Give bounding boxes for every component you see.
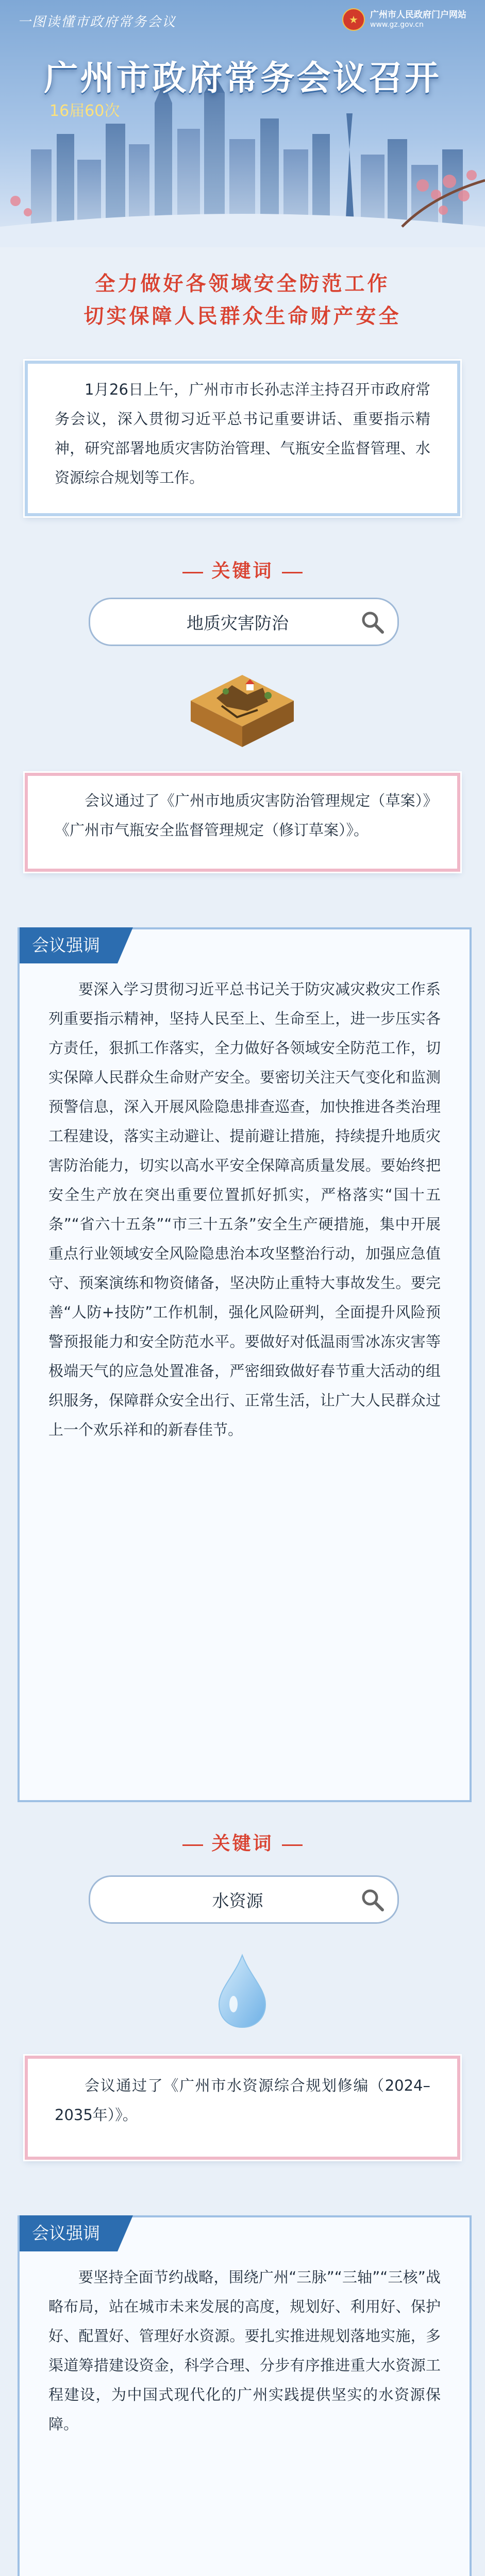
intro-box [25,361,460,516]
portal-url: www.gz.gov.cn [370,20,424,29]
intro-text: 1月26日上午，广州市市长孙志洋主持召开市政府常务会议，深入贯彻习近平总书记重要讲话、重要指示精神，研究部署地质灾害防治管理、气瓶安全监督管理、水资源综合规划等工作。 [55,381,430,486]
passed-box-2 [25,2056,460,2160]
search-icon[interactable] [354,1882,390,1918]
emphasis-box-2 [18,2215,472,2576]
header-banner [0,0,485,247]
keyword-heading-2: 关键词 [0,1829,485,1855]
keyword-1: 地质灾害防治 [187,613,289,633]
portal-brand[interactable] [342,8,466,31]
subtitle-line-2: 切实保障人民群众生命财产安全 [83,304,402,328]
slogan: 一图读懂市政府常务会议 [18,14,177,30]
keyword-search-bar-1[interactable] [89,598,399,646]
emphasis-label-1: 会议强调 [20,927,118,963]
top-bar [0,0,485,42]
keyword-heading-1: 关键词 [0,556,485,583]
emblem-icon: ★ [342,8,365,31]
passed-text-2: 会议通过了《广州市水资源综合规划修编（2024–2035年）》。 [55,2077,430,2124]
keyword-search-bar-2[interactable] [89,1875,399,1924]
portal-name: 广州市人民政府门户网站 [370,10,466,21]
water-drop-icon [214,1953,271,2030]
passed-box-1 [25,773,460,872]
emphasis-label-2: 会议强调 [20,2215,118,2251]
passed-text-1: 会议通过了《广州市地质灾害防治管理规定（草案）》《广州市气瓶安全监督管理规定（修订草案）》。 [55,792,430,839]
search-icon[interactable] [354,604,390,640]
page-title: 广州市政府常务会议召开 [44,58,441,98]
keyword-2: 水资源 [212,1890,263,1911]
emphasis-text-1: 要深入学习贯彻习近平总书记关于防灾减灾救灾工作系列重要指示精神，坚持人民至上、生命至上，进一步压实各方责任，狠抓工作落实，全力做好各领域安全防范工作，切实保障人民群众生命财产安全。要密切关注天气变化和监测预警信息，深入开展风险隐患排查巡查，加快推进各类治理工程建设，落实主动避让、提前避让措施，持续提升地质灾害防治能力，切实以高水平安全保障高质量发展。要始终把安全生产放在突出重要位置抓好抓实，严格落实“国十五条”“省六十五条”“市三十五条”安全生产硬措施，集中开展重点行业领域安全风险隐患治本攻坚整治行动，加强应急值守、预案演练和物资储备，坚决防止重特大事故发生。要完善“人防+技防”工作机制，强化风险研判，全面提升风险预警预报能力和安全防范水平。要做好对低温雨雪冰冻灾害等极端天气的应急处置准备，严密细致做好春节重大活动的组织服务，保障群众安全出行、正常生活，让广大人民群众过上一个欢乐祥和的新春佳节。 [48,980,441,1438]
session-label: 16届60次 [49,102,120,120]
emphasis-box-1 [18,927,472,1802]
subtitle-line-1: 全力做好各领域安全防范工作 [95,272,390,296]
landslide-illustration [186,670,299,752]
emphasis-text-2: 要坚持全面节约战略，围绕广州“三脉”“三轴”“三核”战略布局，站在城市未来发展的高度，规划好、利用好、保护好、配置好、管理好水资源。要扎实推进规划落地实施，多渠道筹措建设资金，科学合理、分步有序推进重大水资源工程建设，为中国式现代化的广州实践提供坚实的水资源保障。 [48,2268,441,2433]
